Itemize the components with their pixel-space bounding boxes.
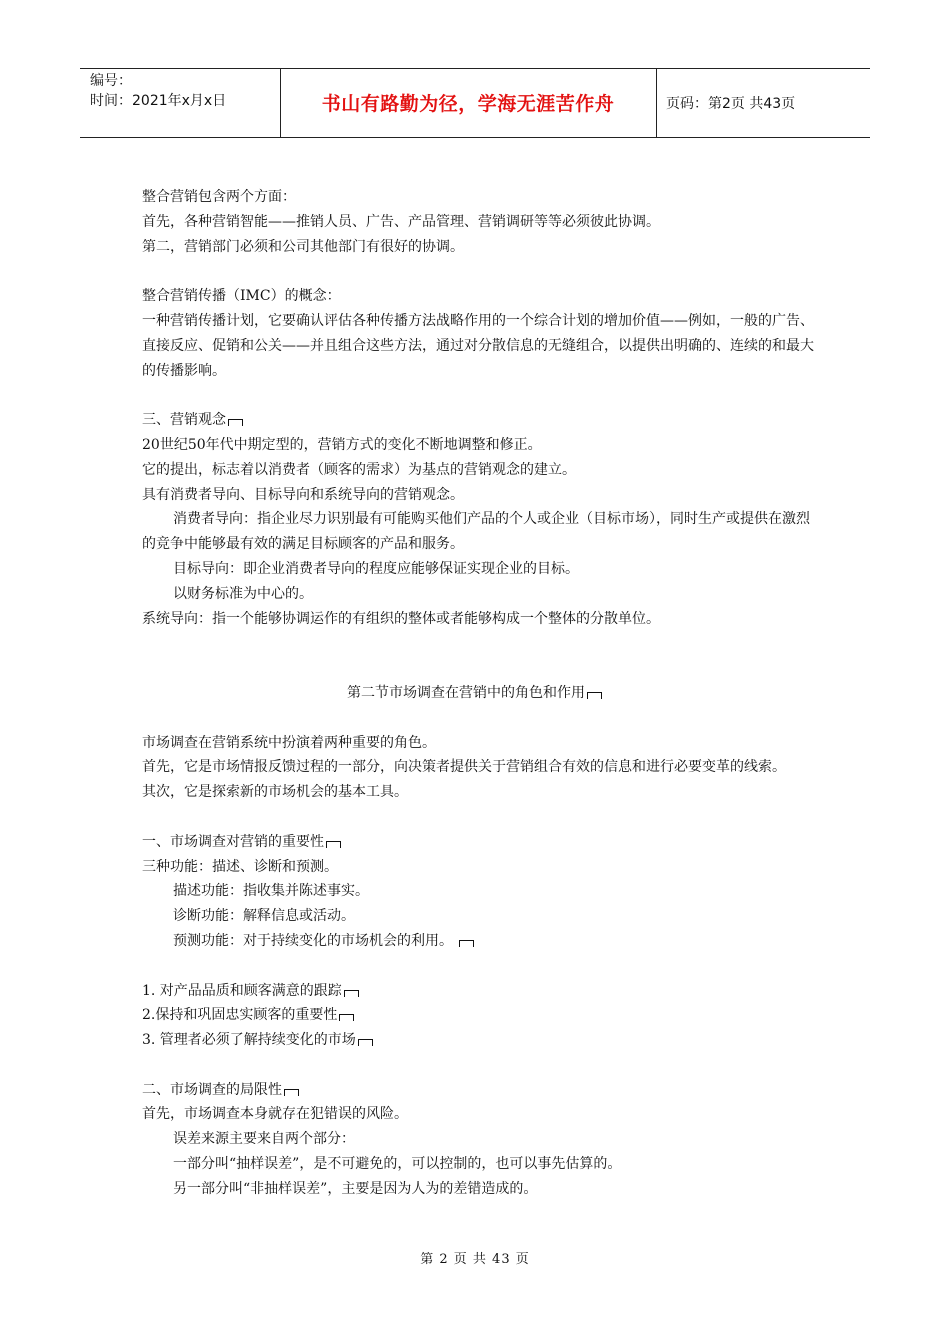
page-footer: 第 2 页 共 43 页	[420, 1252, 530, 1267]
heading-text: 一、市场调查对营销的重要性	[142, 833, 324, 850]
paragraph: 它的提出，标志着以消费者（顾客的需求）为基点的营销观念的建立。	[142, 461, 576, 478]
paragraph: 目标导向：即企业消费者导向的程度应能够保证实现企业的目标。	[173, 560, 579, 577]
paragraph: 消费者导向：指企业尽力识别最有可能购买他们产品的个人或企业（目标市场），同时生产或提供在激烈的竞争中能够最有效的满足目标顾客的产品和服务。	[142, 511, 810, 553]
paragraph: 首先，市场调查本身就存在犯错误的风险。	[142, 1106, 408, 1123]
paragraph: 整合营销包含两个方面：	[142, 189, 296, 205]
paragraph: 一部分叫“抽样误差”，是不可避免的，可以控制的，也可以事先估算的。	[173, 1156, 622, 1173]
paragraph: 以财务标准为中心的。	[173, 585, 313, 602]
heading-text: 三、营销观念	[142, 412, 226, 429]
list-item	[142, 1028, 822, 1053]
document-body	[142, 185, 822, 1202]
paragraph: 市场调查在营销系统中扮演着两种重要的角色。	[142, 734, 436, 751]
paragraph: 首先，各种营销智能——推销人员、广告、产品管理、营销调研等等必须彼此协调。	[142, 213, 660, 230]
paragraph: 诊断功能：解释信息或活动。	[173, 908, 355, 925]
code-label: 编号：	[90, 73, 132, 89]
paragraph-mark-icon	[339, 1014, 354, 1021]
paragraph: 三种功能：描述、诊断和预测。	[142, 858, 338, 875]
list-item-text: 1. 对产品品质和顾客满意的跟踪	[142, 982, 342, 999]
paragraph	[142, 929, 822, 954]
paragraph-mark-icon	[344, 990, 359, 997]
paragraph-mark-icon	[587, 692, 602, 699]
section-heading	[142, 1078, 822, 1103]
time-label: 时间：2021年x月x日	[90, 93, 227, 109]
section-heading	[142, 408, 822, 433]
list-item-text: 3. 管理者必须了解持续变化的市场	[142, 1032, 356, 1049]
heading-text: 二、市场调查的局限性	[142, 1081, 282, 1098]
header-motto: 书山有路勤为径，学海无涯苦作舟	[321, 93, 615, 115]
header-divider	[656, 69, 657, 137]
list-item	[142, 1003, 822, 1028]
list-item-text: 2.保持和巩固忠实顾客的重要性	[142, 1007, 338, 1024]
paragraph-text: 预测功能：对于持续变化的市场机会的利用。	[173, 932, 453, 949]
section-title-text: 第二节市场调查在营销中的角色和作用	[347, 684, 585, 701]
paragraph: 另一部分叫“非抽样误差”，主要是因为人为的差错造成的。	[173, 1180, 538, 1197]
paragraph: 20世纪50年代中期定型的，营销方式的变化不断地调整和修正。	[142, 436, 542, 453]
paragraph-mark-icon	[326, 841, 341, 848]
paragraph-mark-icon	[459, 940, 474, 947]
paragraph-mark-icon	[228, 419, 243, 426]
header-meta	[90, 71, 226, 111]
section-title	[142, 681, 822, 706]
paragraph: 第二，营销部门必须和公司其他部门有很好的协调。	[142, 238, 464, 255]
paragraph-mark-icon	[358, 1039, 373, 1046]
header-page-info: 页码：第2页 共43页	[666, 96, 796, 112]
paragraph: 误差来源主要来自两个部分：	[173, 1131, 355, 1148]
paragraph: 整合营销传播（IMC）的概念：	[142, 288, 341, 305]
paragraph: 一种营销传播计划，它要确认评估各种传播方法战略作用的一个综合计划的增加价值——例如，一般的广告、直接反应、促销和公关——并且组合这些方法，通过对分散信息的无缝组合，以提供出明确的、连续的和最大的传播影响。	[142, 312, 814, 379]
paragraph: 其次，它是探索新的市场机会的基本工具。	[142, 784, 408, 801]
paragraph-mark-icon	[284, 1089, 299, 1096]
paragraph: 首先，它是市场情报反馈过程的一部分，向决策者提供关于营销组合有效的信息和进行必要变革的线索。	[142, 759, 786, 776]
section-heading	[142, 830, 822, 855]
paragraph: 系统导向：指一个能够协调运作的有组织的整体或者能够构成一个整体的分散单位。	[142, 610, 660, 627]
page-header	[80, 68, 870, 138]
paragraph: 具有消费者导向、目标导向和系统导向的营销观念。	[142, 486, 464, 503]
list-item	[142, 979, 822, 1004]
paragraph: 描述功能：指收集并陈述事实。	[173, 883, 369, 900]
